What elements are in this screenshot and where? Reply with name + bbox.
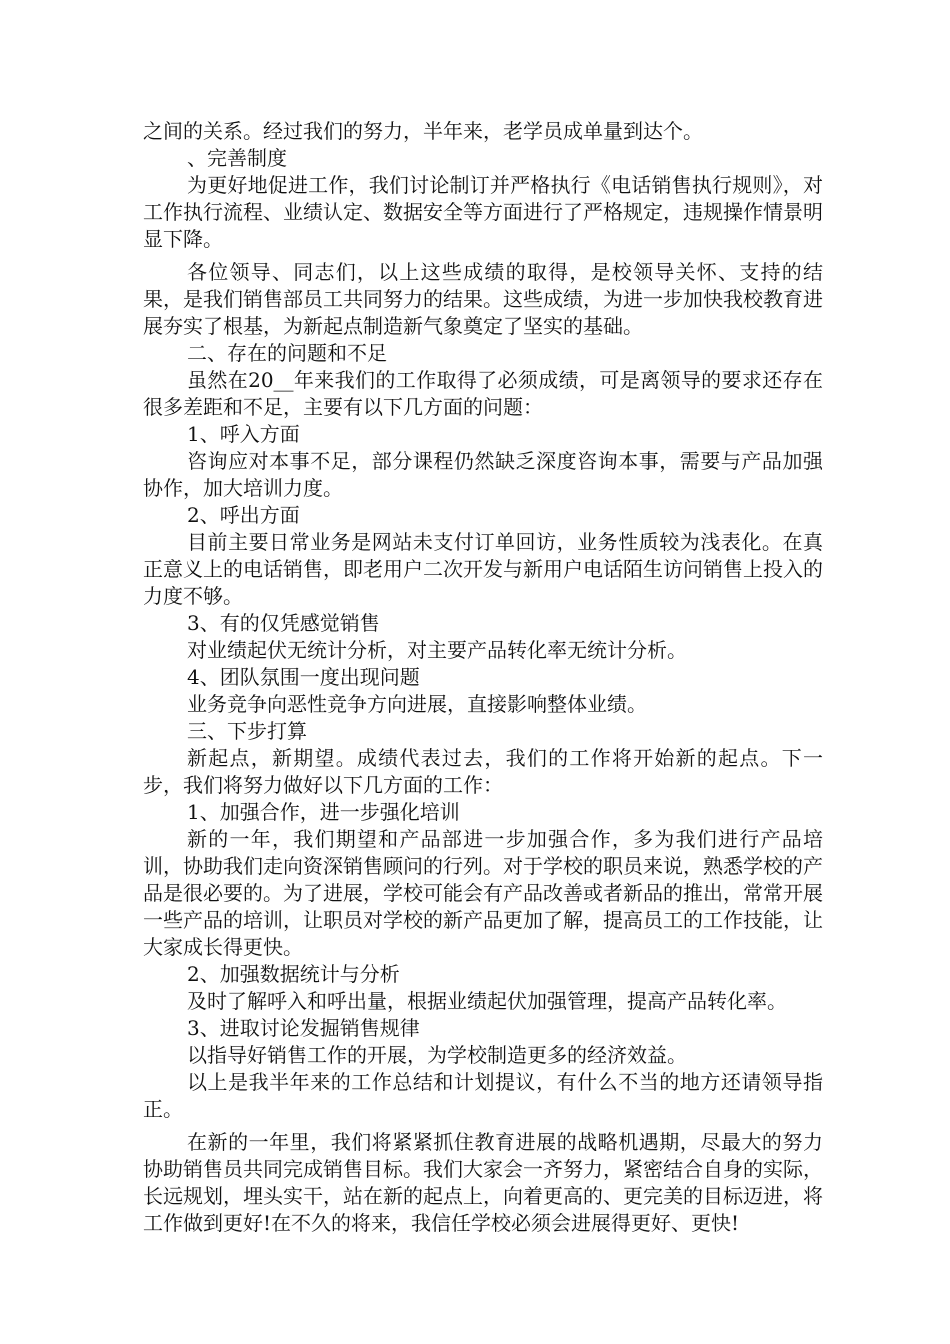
sub-heading: 1、呼入方面 bbox=[187, 422, 300, 446]
sub-heading: 3、进取讨论发掘销售规律 bbox=[187, 1016, 420, 1040]
sub-heading: 2、加强数据统计与分析 bbox=[187, 962, 400, 986]
paragraph: 之间的关系。经过我们的努力，半年来，老学员成单量到达个。 bbox=[143, 119, 703, 143]
section-heading: 、完善制度 bbox=[187, 146, 287, 170]
sub-heading: 1、加强合作，进一步强化培训 bbox=[187, 800, 460, 824]
document-body bbox=[143, 118, 823, 1237]
sub-heading: 3、有的仅凭感觉销售 bbox=[187, 611, 380, 635]
paragraph: 虽然在20__年来我们的工作取得了必须成绩，可是离领导的要求还存在很多差距和不足，主要有以下几方面的问题： bbox=[143, 368, 823, 419]
section-heading: 三、下步打算 bbox=[187, 719, 307, 743]
paragraph: 新的一年，我们期望和产品部进一步加强合作，多为我们进行产品培训，协助我们走向资深销售顾问的行列。对于学校的职员来说，熟悉学校的产品是很必要的。为了进展，学校可能会有产品改善或者新品的推出，常常开展一些产品的培训，让职员对学校的新产品更加了解，提高员工的工作技能，让大家成长得更快。 bbox=[143, 827, 823, 959]
sub-heading: 2、呼出方面 bbox=[187, 503, 300, 527]
paragraph: 业务竞争向恶性竞争方向进展，直接影响整体业绩。 bbox=[187, 692, 647, 716]
paragraph: 以上是我半年来的工作总结和计划提议，有什么不当的地方还请领导指正。 bbox=[143, 1070, 823, 1121]
paragraph: 为更好地促进工作，我们讨论制订并严格执行《电话销售执行规则》，对工作执行流程、业绩认定、数据安全等方面进行了严格规定，违规操作情景明显下降。 bbox=[143, 173, 823, 251]
paragraph: 以指导好销售工作的开展，为学校制造更多的经济效益。 bbox=[187, 1043, 687, 1067]
paragraph: 对业绩起伏无统计分析，对主要产品转化率无统计分析。 bbox=[187, 638, 687, 662]
sub-heading: 4、团队氛围一度出现问题 bbox=[187, 665, 420, 689]
paragraph: 在新的一年里，我们将紧紧抓住教育进展的战略机遇期，尽最大的努力协助销售员共同完成销售目标。我们大家会一齐努力，紧密结合自身的实际，长远规划，埋头实干，站在新的起点上，向着更高的、更完美的目标迈进，将工作做到更好!在不久的将来，我信任学校必须会进展得更好、更快! bbox=[143, 1130, 823, 1235]
section-heading: 二、存在的问题和不足 bbox=[187, 341, 387, 365]
paragraph: 咨询应对本事不足，部分课程仍然缺乏深度咨询本事，需要与产品加强协作，加大培训力度。 bbox=[143, 449, 823, 500]
paragraph: 及时了解呼入和呼出量，根据业绩起伏加强管理，提高产品转化率。 bbox=[187, 989, 787, 1013]
paragraph: 目前主要日常业务是网站未支付订单回访，业务性质较为浅表化。在真正意义上的电话销售，即老用户二次开发与新用户电话陌生访问销售上投入的力度不够。 bbox=[143, 530, 823, 608]
paragraph: 各位领导、同志们，以上这些成绩的取得，是校领导关怀、支持的结果，是我们销售部员工共同努力的结果。这些成绩，为进一步加快我校教育进展夯实了根基，为新起点制造新气象奠定了坚实的基础。 bbox=[143, 260, 823, 338]
paragraph: 新起点，新期望。成绩代表过去，我们的工作将开始新的起点。下一步，我们将努力做好以下几方面的工作： bbox=[143, 746, 823, 797]
